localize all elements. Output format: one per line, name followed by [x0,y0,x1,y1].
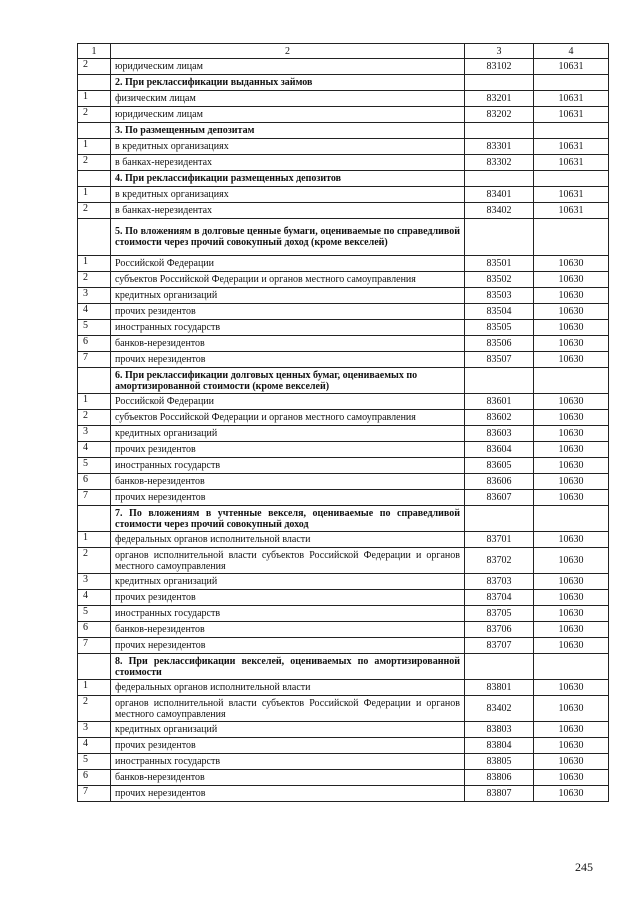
row-description: прочих резидентов [111,304,465,320]
row-code: 83506 [465,336,534,352]
row-description: банков-нерезидентов [111,336,465,352]
row-account: 10630 [534,722,609,738]
header-cell-4: 4 [534,44,609,59]
row-number: 1 [78,532,111,548]
row-description: кредитных организаций [111,574,465,590]
row-account: 10631 [534,107,609,123]
section-heading-row [78,506,609,532]
row-description: в банках-нерезидентах [111,203,465,219]
table-row [78,738,609,754]
row-number: 2 [78,203,111,219]
row-account: 10630 [534,474,609,490]
section-heading-row [78,123,609,139]
row-description: прочих нерезидентов [111,352,465,368]
row-account: 10630 [534,394,609,410]
table-row [78,187,609,203]
row-description: субъектов Российской Федерации и органов местного самоуправления [111,272,465,288]
table-row [78,680,609,696]
table-row [78,490,609,506]
header-cell-2: 2 [111,44,465,59]
table-row [78,458,609,474]
page-number: 245 [575,860,593,874]
table-row [78,394,609,410]
row-description: юридическим лицам [111,59,465,75]
row-account: 10630 [534,272,609,288]
row-account: 10631 [534,59,609,75]
row-number: 5 [78,754,111,770]
table-body [78,44,609,802]
row-description: федеральных органов исполнительной власти [111,680,465,696]
row-number: 1 [78,139,111,155]
table-row [78,426,609,442]
row-account: 10630 [534,458,609,474]
row-description: иностранных государств [111,320,465,336]
row-account: 10630 [534,256,609,272]
row-code: 83602 [465,410,534,426]
row-account: 10631 [534,139,609,155]
row-account: 10630 [534,442,609,458]
row-account: 10630 [534,738,609,754]
row-account: 10630 [534,288,609,304]
row-description: прочих нерезидентов [111,638,465,654]
row-number [78,75,111,91]
section-title: 3. По размещенным депозитам [111,123,465,139]
row-description: банков-нерезидентов [111,474,465,490]
row-code: 83601 [465,394,534,410]
section-heading-row [78,75,609,91]
row-description: прочих резидентов [111,738,465,754]
section-title: 6. При реклассификации долговых ценных бумаг, оцениваемых по амортизированной стоимости (кроме векселей) [111,368,465,394]
row-account: 10630 [534,304,609,320]
section-title: 4. При реклассификации размещенных депозитов [111,171,465,187]
table-row [78,474,609,490]
row-description: иностранных государств [111,606,465,622]
row-account: 10631 [534,203,609,219]
row-number: 2 [78,59,111,75]
row-account: 10631 [534,187,609,203]
table-row [78,590,609,606]
row-description: прочих резидентов [111,590,465,606]
row-number [78,506,111,532]
row-code [465,654,534,680]
accounts-table [77,43,609,802]
row-account: 10630 [534,490,609,506]
table-row [78,574,609,590]
row-account [534,123,609,139]
row-number: 7 [78,352,111,368]
row-account [534,171,609,187]
row-number: 7 [78,638,111,654]
row-account [534,368,609,394]
row-number: 1 [78,256,111,272]
row-code: 83402 [465,696,534,722]
table-row [78,754,609,770]
row-description: кредитных организаций [111,722,465,738]
row-code: 83707 [465,638,534,654]
table-row [78,107,609,123]
row-code: 83804 [465,738,534,754]
row-number [78,219,111,256]
row-number: 2 [78,696,111,722]
row-number: 1 [78,680,111,696]
row-number: 4 [78,738,111,754]
row-code: 83605 [465,458,534,474]
row-description: прочих нерезидентов [111,490,465,506]
row-number: 1 [78,187,111,203]
row-number [78,171,111,187]
row-number: 4 [78,304,111,320]
table-row [78,606,609,622]
row-account [534,654,609,680]
section-heading-row [78,219,609,256]
row-account [534,506,609,532]
row-code: 83807 [465,786,534,802]
row-number: 5 [78,458,111,474]
row-number: 5 [78,320,111,336]
row-number: 2 [78,107,111,123]
row-description: в банках-нерезидентах [111,155,465,171]
row-code: 83701 [465,532,534,548]
table-row [78,320,609,336]
table-row [78,442,609,458]
row-code: 83501 [465,256,534,272]
row-code: 83704 [465,590,534,606]
row-account [534,219,609,256]
table-row [78,139,609,155]
row-account: 10630 [534,426,609,442]
row-description: прочих резидентов [111,442,465,458]
row-description: Российской Федерации [111,256,465,272]
row-code: 83705 [465,606,534,622]
row-code: 83102 [465,59,534,75]
row-description: кредитных организаций [111,426,465,442]
row-account: 10630 [534,410,609,426]
row-description: субъектов Российской Федерации и органов местного самоуправления [111,410,465,426]
row-code: 83503 [465,288,534,304]
row-account: 10630 [534,622,609,638]
row-code: 83302 [465,155,534,171]
table-row [78,203,609,219]
row-code: 83805 [465,754,534,770]
row-account: 10630 [534,606,609,622]
table-row [78,272,609,288]
row-code [465,75,534,91]
table-row [78,410,609,426]
table-row [78,622,609,638]
row-number [78,654,111,680]
row-number [78,368,111,394]
row-number: 4 [78,442,111,458]
row-number: 6 [78,336,111,352]
row-account: 10631 [534,91,609,107]
row-code: 83604 [465,442,534,458]
row-account: 10630 [534,696,609,722]
row-account: 10630 [534,574,609,590]
table-row [78,532,609,548]
section-title: 5. По вложениям в долговые ценные бумаги, оцениваемые по справедливой стоимости через прочий совокупный доход (кроме векселей) [111,219,465,256]
table-row [78,256,609,272]
row-description: иностранных государств [111,458,465,474]
row-number: 2 [78,410,111,426]
row-code: 83301 [465,139,534,155]
row-number: 3 [78,574,111,590]
section-heading-row [78,171,609,187]
section-heading-row [78,654,609,680]
row-description: в кредитных организациях [111,187,465,203]
row-code: 83401 [465,187,534,203]
row-code: 83806 [465,770,534,786]
table-row [78,786,609,802]
table-row [78,770,609,786]
row-account: 10630 [534,770,609,786]
row-number: 1 [78,91,111,107]
row-account [534,75,609,91]
row-code [465,368,534,394]
table-row [78,352,609,368]
header-cell-3: 3 [465,44,534,59]
row-description: прочих нерезидентов [111,786,465,802]
section-title: 7. По вложениям в учтенные векселя, оцениваемые по справедливой стоимости через прочий совокупный доход [111,506,465,532]
row-account: 10631 [534,155,609,171]
row-code: 83402 [465,203,534,219]
row-number: 3 [78,288,111,304]
table-row [78,722,609,738]
row-number: 6 [78,770,111,786]
row-account: 10630 [534,352,609,368]
row-number: 2 [78,155,111,171]
section-title: 2. При реклассификации выданных займов [111,75,465,91]
row-code [465,171,534,187]
row-code: 83505 [465,320,534,336]
row-code: 83502 [465,272,534,288]
row-number: 7 [78,490,111,506]
row-description: иностранных государств [111,754,465,770]
row-number: 6 [78,622,111,638]
row-number: 3 [78,426,111,442]
row-description: Российской Федерации [111,394,465,410]
row-code: 83504 [465,304,534,320]
table-row [78,155,609,171]
row-account: 10630 [534,786,609,802]
row-description: банков-нерезидентов [111,622,465,638]
row-account: 10630 [534,320,609,336]
section-heading-row [78,368,609,394]
row-number: 6 [78,474,111,490]
row-code: 83801 [465,680,534,696]
row-code: 83603 [465,426,534,442]
row-description: органов исполнительной власти субъектов Российской Федерации и органов местного самоуправления [111,548,465,574]
row-description: юридическим лицам [111,107,465,123]
row-number: 2 [78,548,111,574]
table-row [78,288,609,304]
row-code [465,506,534,532]
row-account: 10630 [534,548,609,574]
header-row [78,44,609,59]
row-description: физическим лицам [111,91,465,107]
row-code: 83703 [465,574,534,590]
row-description: органов исполнительной власти субъектов Российской Федерации и органов местного самоуправления [111,696,465,722]
row-code [465,219,534,256]
section-title: 8. При реклассификации векселей, оцениваемых по амортизированной стоимости [111,654,465,680]
row-description: кредитных организаций [111,288,465,304]
table-row [78,59,609,75]
row-account: 10630 [534,638,609,654]
row-number: 1 [78,394,111,410]
header-cell-1: 1 [78,44,111,59]
row-description: в кредитных организациях [111,139,465,155]
table-row [78,336,609,352]
row-number: 3 [78,722,111,738]
row-code: 83201 [465,91,534,107]
table-row [78,638,609,654]
row-code: 83702 [465,548,534,574]
table-row [78,304,609,320]
row-code: 83803 [465,722,534,738]
row-code [465,123,534,139]
table-row [78,91,609,107]
row-account: 10630 [534,532,609,548]
row-number: 4 [78,590,111,606]
row-code: 83202 [465,107,534,123]
table-row [78,696,609,722]
table-row [78,548,609,574]
row-code: 83507 [465,352,534,368]
row-description: банков-нерезидентов [111,770,465,786]
row-code: 83706 [465,622,534,638]
row-code: 83607 [465,490,534,506]
row-number: 7 [78,786,111,802]
row-number: 2 [78,272,111,288]
row-number: 5 [78,606,111,622]
row-number [78,123,111,139]
row-description: федеральных органов исполнительной власти [111,532,465,548]
row-account: 10630 [534,754,609,770]
row-account: 10630 [534,336,609,352]
row-code: 83606 [465,474,534,490]
row-account: 10630 [534,680,609,696]
row-account: 10630 [534,590,609,606]
